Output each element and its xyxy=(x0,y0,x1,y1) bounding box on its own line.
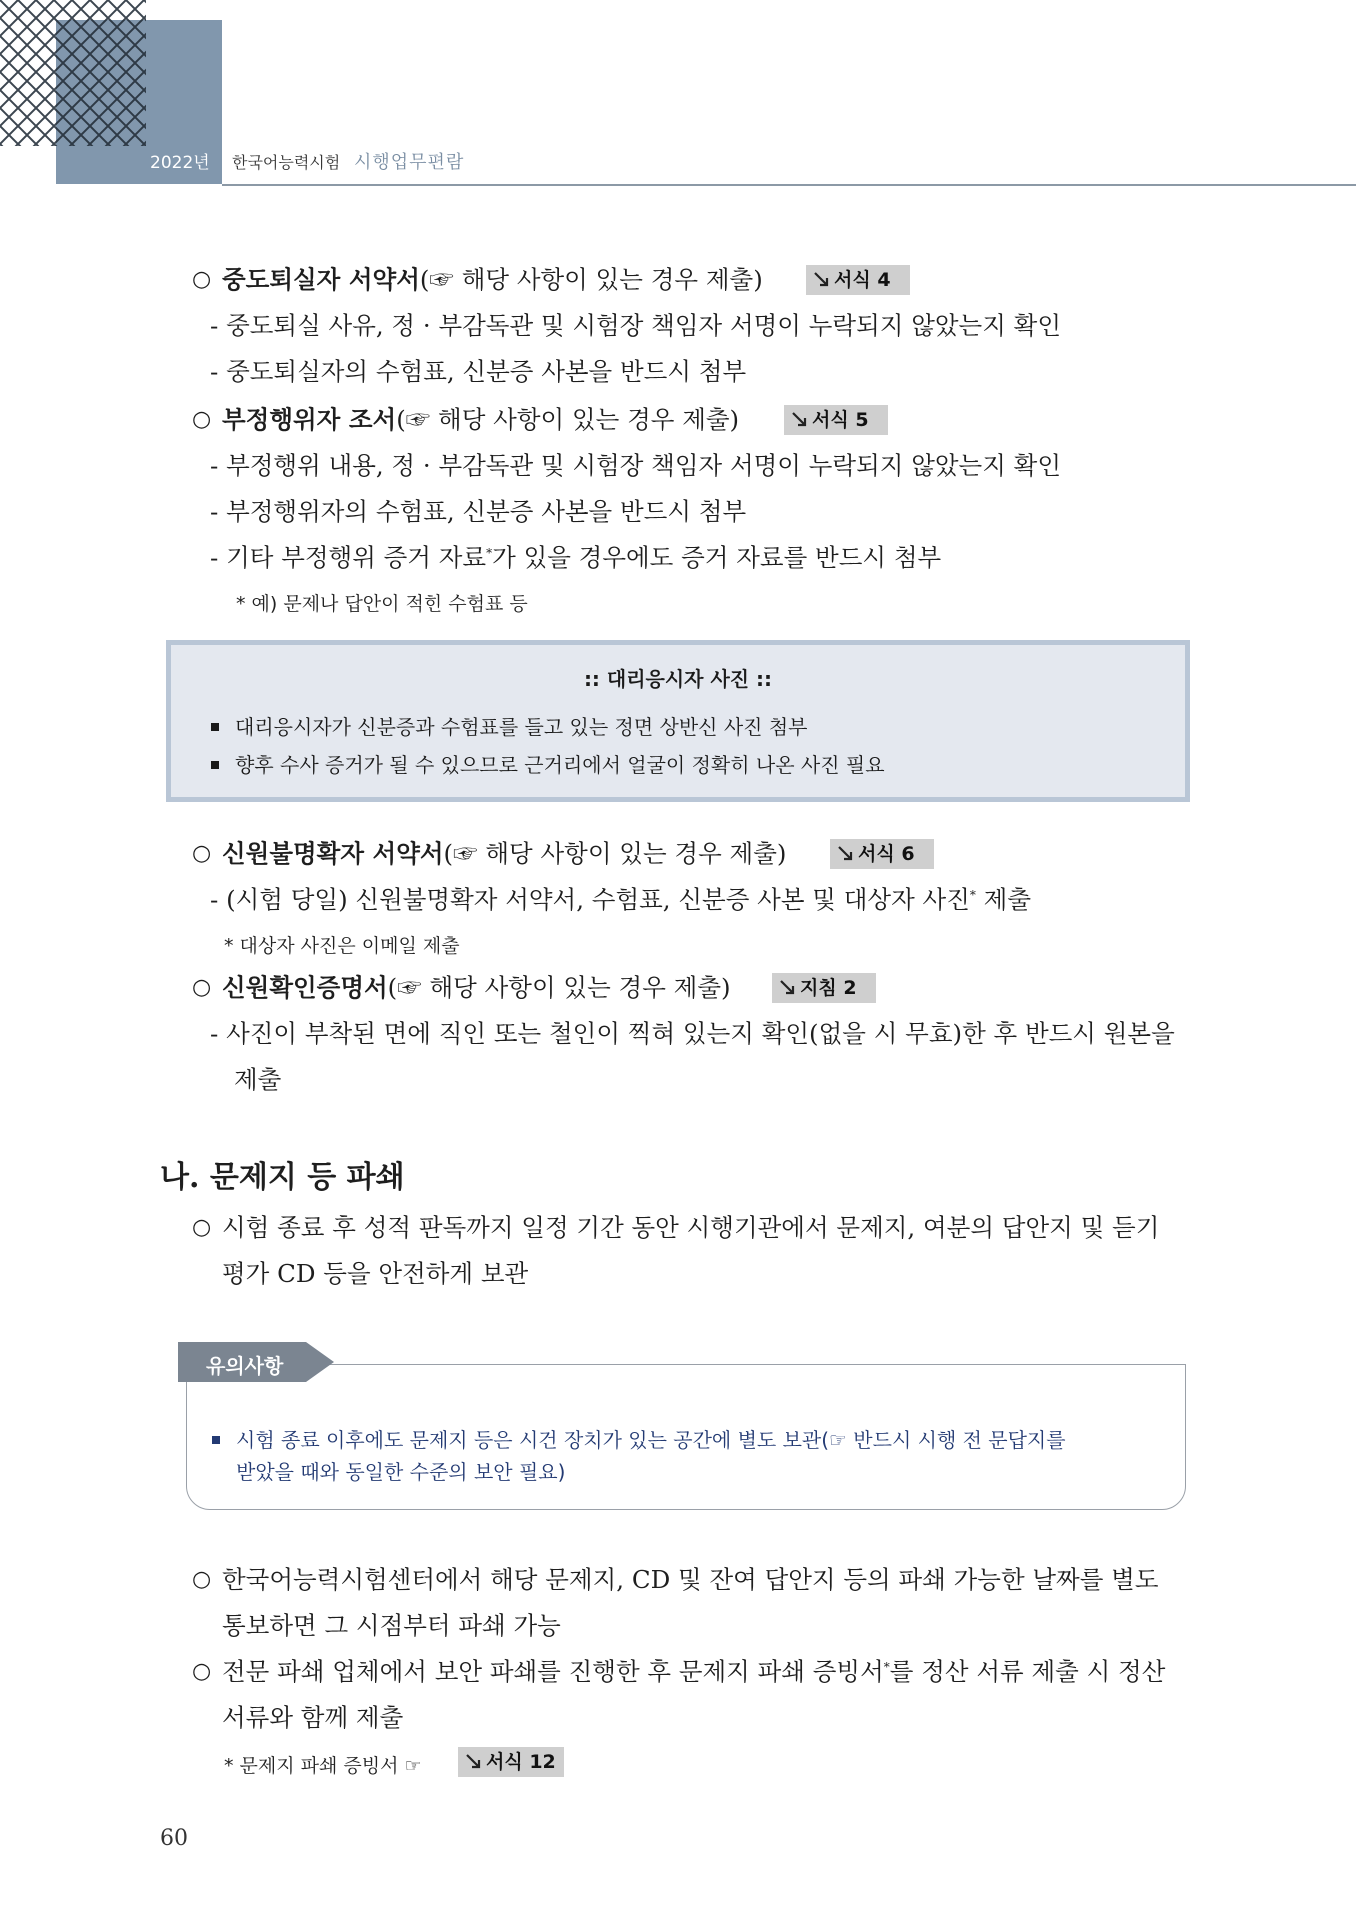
item-unidentified-heading xyxy=(222,838,786,870)
footnote-marker: * xyxy=(883,1659,890,1674)
photo-box-item-text: 대리응시자가 신분증과 수험표를 들고 있는 정면 상반신 사진 첨부 xyxy=(235,715,808,739)
item-unidentified-footnote: * 대상자 사진은 이메일 제출 xyxy=(224,935,460,957)
section-heading: 나. 문제지 등 파쇄 xyxy=(160,1160,405,1195)
caution-label: 유의사항 xyxy=(206,1354,284,1378)
form-badge-4[interactable] xyxy=(806,265,910,295)
bullet-circle: ○ xyxy=(192,267,212,292)
item-identity-heading xyxy=(222,972,731,1004)
guideline-badge-2[interactable] xyxy=(772,973,876,1003)
header-subtitle: 시행업무편람 xyxy=(354,152,465,173)
item-cheating-footnote: * 예) 문제나 답안이 적힌 수험표 등 xyxy=(236,593,528,615)
bullet-circle: ○ xyxy=(192,1567,212,1592)
footnote-marker: * xyxy=(486,545,493,560)
text-span: 를 정산 서류 제출 시 정산 xyxy=(889,1657,1166,1686)
form-badge-6[interactable] xyxy=(830,839,934,869)
section-para2-line1: 한국어능력시험센터에서 해당 문제지, CD 및 잔여 답안지 등의 파쇄 가능한 날짜를 별도 xyxy=(222,1565,1159,1594)
text-span: - 기타 부정행위 증거 자료 xyxy=(210,543,487,572)
item-unidentified-note: (☞ 해당 사항이 있는 경우 제출) xyxy=(443,839,787,868)
item-cheating-point-3 xyxy=(210,542,941,574)
photo-box-item xyxy=(211,749,885,778)
item-identity-point-line2: 제출 xyxy=(234,1065,282,1094)
text-span: 제출 xyxy=(975,885,1031,914)
photo-box-item xyxy=(211,711,808,740)
caution-line1 xyxy=(212,1424,1066,1453)
caution-line1-text: 시험 종료 이후에도 문제지 등은 시건 장치가 있는 공간에 별도 보관(☞ 반드시 시행 전 문답지를 xyxy=(236,1428,1066,1452)
item-cheating-point-2: - 부정행위자의 수험표, 신분증 사본을 반드시 첨부 xyxy=(210,497,747,526)
section-para3-line1 xyxy=(222,1656,1165,1688)
form-badge-label: 서식 4 xyxy=(834,269,891,291)
arrow-down-right-icon xyxy=(778,978,798,998)
photo-box-title: :: 대리응시자 사진 :: xyxy=(583,667,773,691)
section-para1-line2: 평가 CD 등을 안전하게 보관 xyxy=(222,1259,529,1288)
text-span: 전문 파쇄 업체에서 보안 파쇄를 진행한 후 문제지 파쇄 증빙서 xyxy=(222,1657,884,1686)
bullet-circle: ○ xyxy=(192,841,212,866)
bullet-circle: ○ xyxy=(192,1215,212,1240)
section-para1-line1: 시험 종료 후 성적 판독까지 일정 기간 동안 시행기관에서 문제지, 여분의 답안지 및 듣기 xyxy=(222,1213,1160,1242)
item-cheating-note: (☞ 해당 사항이 있는 경우 제출) xyxy=(396,405,740,434)
text-span: 가 있을 경우에도 증거 자료를 반드시 첨부 xyxy=(492,543,942,572)
section-para3-line2: 서류와 함께 제출 xyxy=(222,1703,404,1732)
item-unidentified-name: 신원불명확자 서약서 xyxy=(222,839,444,868)
photo-box-item-text: 향후 수사 증거가 될 수 있으므로 근거리에서 얼굴이 정확히 나온 사진 필요 xyxy=(235,753,885,777)
item-withdrawal-heading xyxy=(222,264,763,296)
square-bullet-icon xyxy=(211,761,219,769)
form-badge-label: 서식 12 xyxy=(486,1751,556,1773)
form-badge-12[interactable] xyxy=(458,1747,564,1777)
item-withdrawal-note: (☞ 해당 사항이 있는 경우 제출) xyxy=(419,265,763,294)
item-withdrawal-point-1: - 중도퇴실 사유, 정 · 부감독관 및 시험장 책임자 서명이 누락되지 않았는지 확인 xyxy=(210,311,1061,340)
form-badge-5[interactable] xyxy=(784,405,888,435)
bullet-circle: ○ xyxy=(192,407,212,432)
arrow-down-right-icon xyxy=(812,270,832,290)
form-badge-label: 서식 5 xyxy=(812,409,869,431)
item-identity-point-line1: - 사진이 부착된 면에 직인 또는 철인이 찍혀 있는지 확인(없을 시 무효)한 후 반드시 원본을 xyxy=(210,1019,1175,1048)
item-identity-note: (☞ 해당 사항이 있는 경우 제출) xyxy=(387,973,731,1002)
form-badge-label: 서식 6 xyxy=(858,843,915,865)
header-year: 2022년 xyxy=(150,153,210,173)
page-number: 60 xyxy=(160,1826,188,1851)
square-bullet-icon xyxy=(212,1436,220,1444)
caution-line2: 받았을 때와 동일한 수준의 보안 필요) xyxy=(236,1460,566,1484)
item-unidentified-point xyxy=(210,884,1031,916)
section-para2-line2: 통보하면 그 시점부터 파쇄 가능 xyxy=(222,1611,561,1640)
bullet-circle: ○ xyxy=(192,975,212,1000)
footnote-marker: * xyxy=(969,887,976,902)
item-withdrawal-point-2: - 중도퇴실자의 수험표, 신분증 사본을 반드시 첨부 xyxy=(210,357,747,386)
header-title: 한국어능력시험 xyxy=(232,153,341,172)
item-cheating-name: 부정행위자 조서 xyxy=(222,405,397,434)
text-span: - (시험 당일) 신원불명확자 서약서, 수험표, 신분증 사본 및 대상자 사진 xyxy=(210,885,970,914)
section-footnote: * 문제지 파쇄 증빙서 ☞ xyxy=(224,1755,422,1777)
arrow-down-right-icon xyxy=(836,844,856,864)
header-lattice-overlay xyxy=(0,0,146,146)
form-badge-label: 지침 2 xyxy=(800,977,857,999)
item-identity-name: 신원확인증명서 xyxy=(222,973,388,1002)
arrow-down-right-icon xyxy=(464,1752,484,1772)
header-divider xyxy=(222,184,1356,186)
square-bullet-icon xyxy=(211,723,219,731)
item-withdrawal-name: 중도퇴실자 서약서 xyxy=(222,265,420,294)
bullet-circle: ○ xyxy=(192,1659,212,1684)
arrow-down-right-icon xyxy=(790,410,810,430)
item-cheating-point-1: - 부정행위 내용, 정 · 부감독관 및 시험장 책임자 서명이 누락되지 않았는지 확인 xyxy=(210,451,1061,480)
item-cheating-heading xyxy=(222,404,739,436)
proxy-photo-box xyxy=(166,640,1190,802)
